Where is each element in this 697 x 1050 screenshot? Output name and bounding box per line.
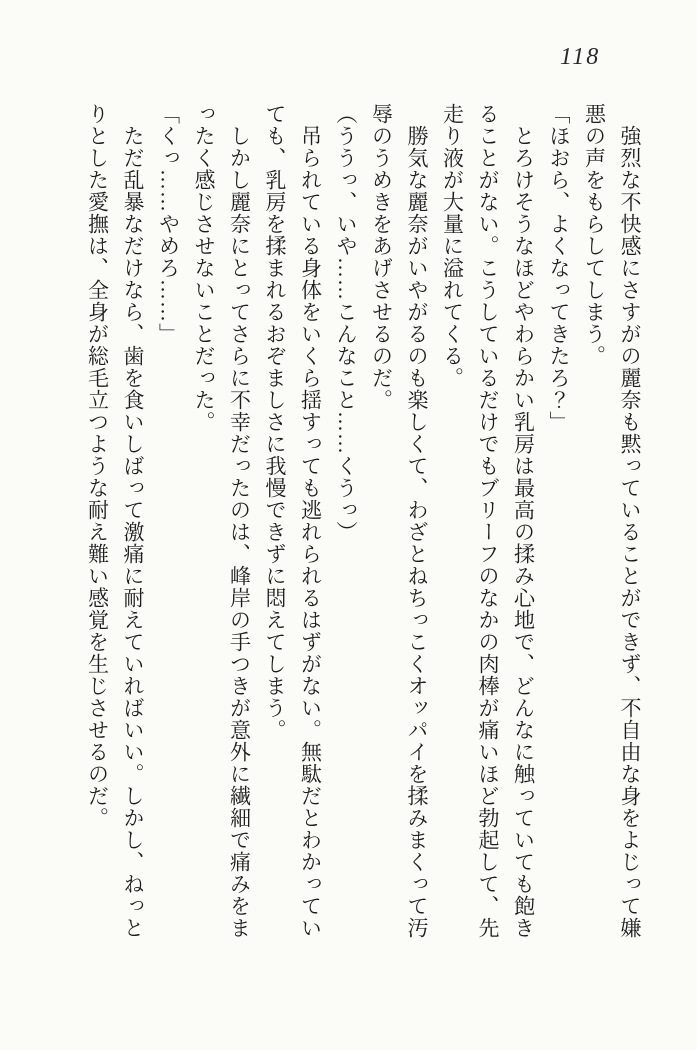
paragraph: 「くっ……やめろ……」	[156, 103, 181, 345]
page-text	[79, 103, 647, 943]
page-number: 118	[560, 44, 601, 70]
paragraph: 「ほおら、よくなってきたろ？」	[547, 103, 571, 433]
paragraph: 勝気な麗奈がいやがるのも楽しくて、わざとねちっこくオッパイを揉みまくって汚辱のうめきをあげさせるのだ。	[369, 103, 429, 939]
paragraph: しかし麗奈にとってさらに不幸だったのは、峰岸の手つきが意外に繊細で痛みをまったく感じさせないことだった。	[192, 103, 252, 939]
paragraph: （ううっ、いや……こんなこと……くうっ）	[334, 103, 358, 543]
paragraph: 吊られている身体をいくら揺すっても逃れられるはずがない。無駄だとわかっていても、乳房を揉まれるおぞましさに我慢できずに悶えてしまう。	[263, 103, 323, 939]
paragraph: 強烈な不快感にさすがの麗奈も黙っていることができず、不自由な身をよじって嫌悪の声をもらしてしまう。	[582, 103, 642, 939]
paragraph: とろけそうなほどやわらかい乳房は最高の揉み心地で、どんなに触っていても飽きることがない。こうしているだけでもブリーフのなかの肉棒が痛いほど勃起して、先走り液が大量に溢れてくる。	[440, 103, 536, 939]
paragraph: ただ乱暴なだけなら、歯を食いしばって激痛に耐えていればいい。しかし、ねっとりとした愛撫は、全身が総毛立つような耐え難い感覚を生じさせるのだ。	[85, 103, 145, 939]
